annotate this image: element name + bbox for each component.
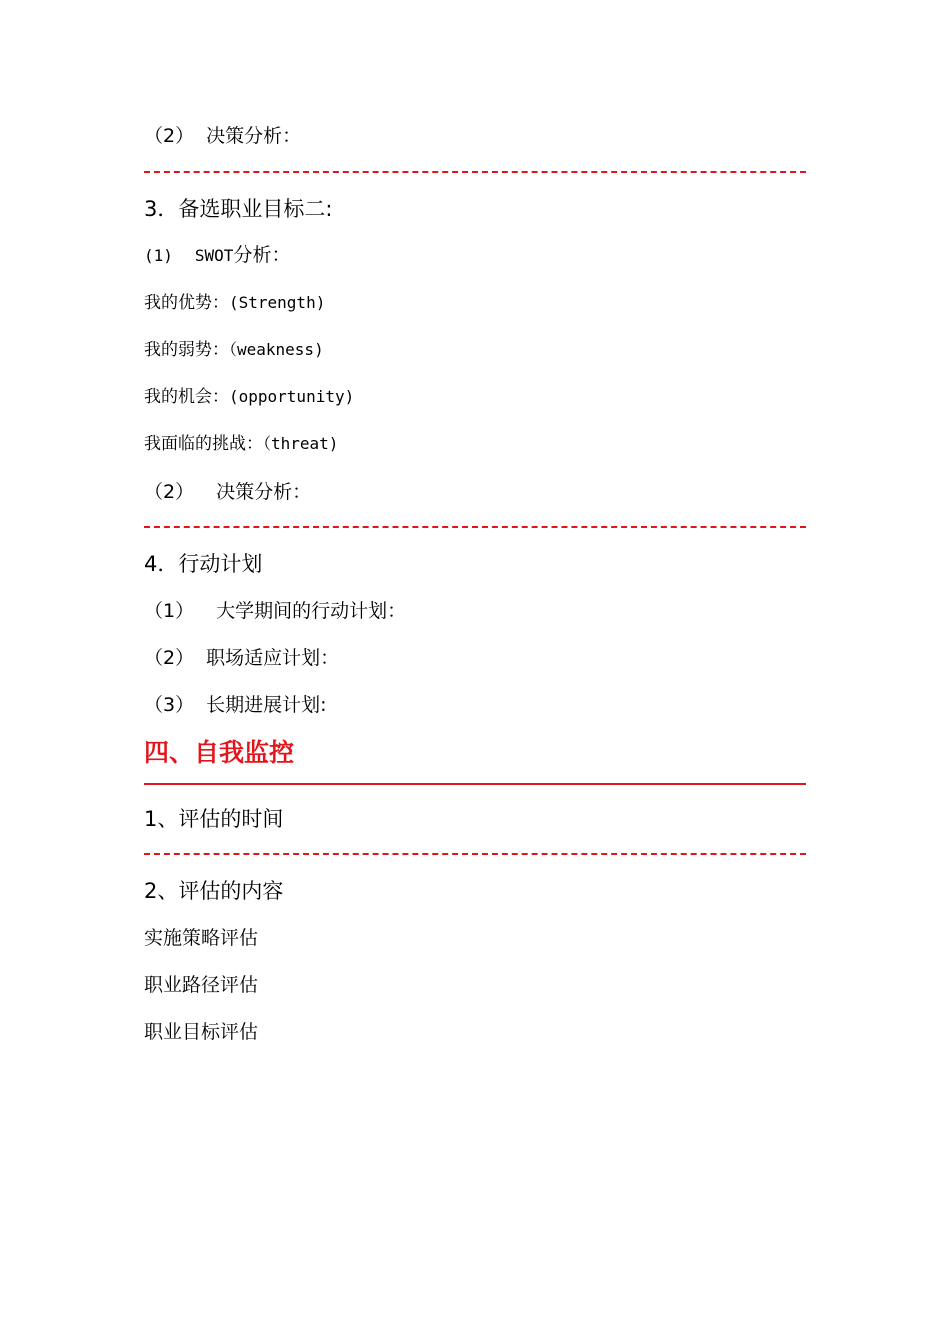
swot-label-cn: 我的优势： — [144, 293, 229, 313]
item-label: 职场适应计划： — [206, 647, 340, 669]
part-heading-self-monitoring: 四、自我监控 — [144, 738, 295, 767]
item-label: 分析： — [233, 244, 291, 266]
item-label: 长期进展计划: — [206, 694, 327, 716]
swot-strength — [144, 295, 325, 312]
item-number: （2） — [144, 481, 195, 503]
action-plan-item-1 — [144, 602, 406, 621]
item-number: （3） — [144, 694, 195, 716]
swot-analysis-label — [144, 246, 290, 265]
item-label: 大学期间的行动计划： — [216, 600, 407, 622]
swot-threat — [144, 436, 338, 453]
swot-label-en: (Strength) — [229, 293, 326, 312]
item-number: (1) — [144, 246, 173, 265]
item-number: （2） — [144, 125, 195, 147]
action-plan-item-2 — [144, 649, 339, 668]
swot-weakness — [144, 342, 324, 359]
item-number: （2） — [144, 647, 195, 669]
subheading-evaluation-content: 2、评估的内容 — [144, 879, 284, 903]
eval-item: 职业目标评估 — [144, 1021, 259, 1043]
dashed-divider — [144, 526, 806, 528]
decision-analysis — [144, 483, 311, 502]
item-number: （1） — [144, 600, 195, 622]
dashed-divider — [144, 853, 806, 855]
swot-label-cn: 我面临的挑战： — [144, 434, 263, 454]
swot-opportunity — [144, 389, 354, 406]
decision-analysis-prev — [144, 127, 301, 146]
swot-label-en: （threat) — [263, 434, 339, 453]
eval-item: 实施策略评估 — [144, 927, 259, 949]
eval-item: 职业路径评估 — [144, 974, 259, 996]
section-heading-alt-goal-2: 3．备选职业目标二: — [144, 197, 333, 221]
action-plan-item-3 — [144, 696, 327, 715]
swot-term: SWOT — [194, 246, 234, 265]
dashed-divider — [144, 171, 806, 173]
item-label: 决策分析： — [216, 481, 312, 503]
swot-label-cn: 我的弱势： — [144, 340, 229, 360]
item-label: 决策分析： — [206, 125, 302, 147]
solid-divider — [144, 783, 806, 785]
swot-label-cn: 我的机会： — [144, 387, 229, 407]
section-heading-action-plan: 4．行动计划 — [144, 552, 263, 576]
swot-label-en: （weakness) — [229, 340, 324, 359]
swot-label-en: (opportunity) — [229, 387, 355, 406]
subheading-evaluation-time: 1、评估的时间 — [144, 807, 284, 831]
